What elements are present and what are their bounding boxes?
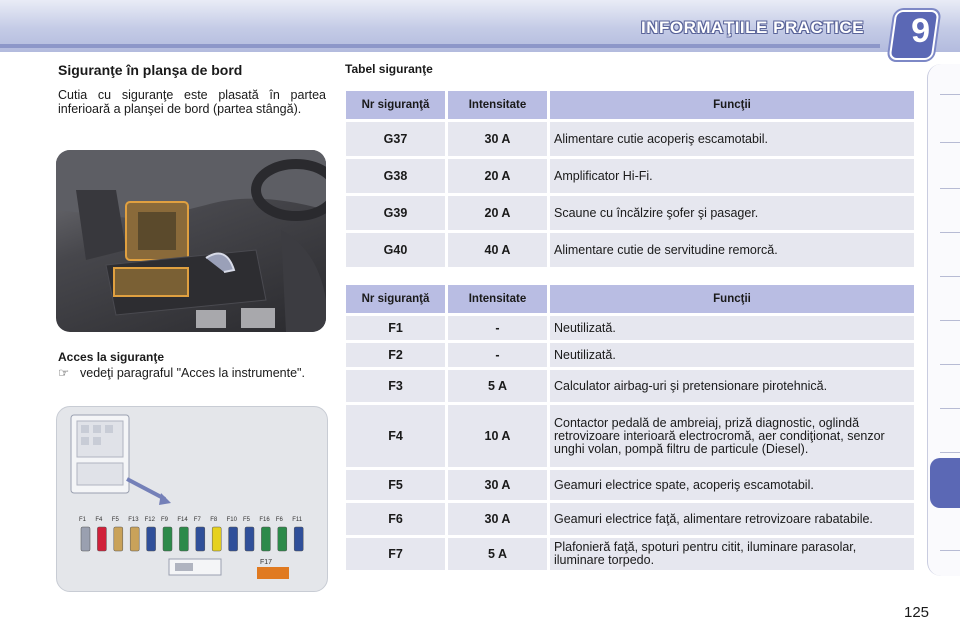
section-title: Siguranţe în planşa de bord <box>58 62 243 78</box>
fuse-function: Neutilizată. <box>550 343 914 367</box>
active-chapter-tab[interactable] <box>930 458 960 508</box>
table-row <box>346 196 914 230</box>
table-row <box>346 159 914 193</box>
fuse-label: F7 <box>193 517 201 523</box>
fuse-nr: G40 <box>346 233 445 267</box>
fuse-function: Scaune cu încălzire şofer şi pasager. <box>550 196 914 230</box>
access-instruction <box>58 366 326 380</box>
page-number: 125 <box>904 604 930 621</box>
header-function: Funcţii <box>550 91 914 119</box>
table-caption: Tabel siguranţe <box>345 62 433 76</box>
fuse-slot <box>212 527 221 551</box>
header-intensity: Intensitate <box>448 285 547 313</box>
fuse-nr: G37 <box>346 122 445 156</box>
fuse-label: F6 <box>275 517 283 523</box>
tab-divider <box>940 320 960 321</box>
fuse-nr: G38 <box>346 159 445 193</box>
fuse-label: F9 <box>161 517 169 523</box>
fuse-function: Alimentare cutie acoperiş escamotabil. <box>550 122 914 156</box>
spare-fuse <box>257 567 289 579</box>
fuse-intensity: 30 A <box>448 122 547 156</box>
table-row <box>346 343 914 367</box>
fuse-slot <box>294 527 303 551</box>
fuse-slot <box>229 527 238 551</box>
tab-divider <box>940 550 960 551</box>
fuse-slot <box>245 527 254 551</box>
table-row <box>346 233 914 267</box>
tab-divider <box>940 276 960 277</box>
header-stripe <box>0 44 880 48</box>
fuse-nr: G39 <box>346 196 445 230</box>
tab-divider <box>940 408 960 409</box>
fuse-nr: F7 <box>346 538 445 570</box>
access-title: Acces la siguranţe <box>58 350 165 364</box>
fuse-label: F4 <box>95 517 103 523</box>
table-row <box>346 316 914 340</box>
table-row <box>346 405 914 467</box>
fuse-slot <box>196 527 205 551</box>
fuse-label: F13 <box>128 517 139 523</box>
header-intensity: Intensitate <box>448 91 547 119</box>
fuse-box-diagram <box>56 406 328 592</box>
fuse-label: F14 <box>177 517 188 523</box>
table-header-row <box>346 285 914 313</box>
tab-divider <box>940 188 960 189</box>
fuse-function: Calculator airbag-uri şi pretensionare pirotehnică. <box>550 370 914 402</box>
header-nr: Nr siguranţă <box>346 285 445 313</box>
fuse-function: Amplificator Hi-Fi. <box>550 159 914 193</box>
access-text: vedeţi paragraful "Acces la instrumente". <box>80 366 305 380</box>
chapter-number: 9 <box>911 12 930 50</box>
table-row <box>346 503 914 535</box>
fuse-row <box>79 517 303 551</box>
fuse-slot <box>179 527 188 551</box>
fuse-intensity: 30 A <box>448 470 547 500</box>
fuse-label: F16 <box>259 517 270 523</box>
header-nr: Nr siguranţă <box>346 91 445 119</box>
fuse-function: Geamuri electrice spate, acoperiş escamotabil. <box>550 470 914 500</box>
fuse-box-illustration <box>57 407 327 591</box>
fuse-intensity: 30 A <box>448 503 547 535</box>
fuse-label: F8 <box>210 517 218 523</box>
fuse-intensity: 20 A <box>448 196 547 230</box>
fuse-label: F11 <box>292 517 303 523</box>
fuse-function: Plafonieră faţă, spoturi pentru citit, iluminare parasolar, iluminare torpedo. <box>550 538 914 570</box>
pointing-hand-icon: ☞ <box>58 366 70 380</box>
tab-divider <box>940 232 960 233</box>
fuse-nr: F5 <box>346 470 445 500</box>
dashboard-photo <box>56 150 326 332</box>
fuse-function: Geamuri electrice faţă, alimentare retrovizoare rabatabile. <box>550 503 914 535</box>
fuse-intensity: - <box>448 343 547 367</box>
fuse-intensity: - <box>448 316 547 340</box>
fuse-label: F5 <box>243 517 251 523</box>
fuse-intensity: 20 A <box>448 159 547 193</box>
table-row <box>346 538 914 570</box>
fuse-label: F10 <box>226 517 237 523</box>
table-row <box>346 470 914 500</box>
fuse-nr: F4 <box>346 405 445 467</box>
fuse-table-f <box>343 282 917 573</box>
fuse-label: F1 <box>79 517 87 523</box>
fuse-nr: F3 <box>346 370 445 402</box>
fuse-function: Alimentare cutie de servitudine remorcă. <box>550 233 914 267</box>
chapter-title: INFORMAŢIILE PRACTICE <box>641 18 864 37</box>
spare-fuse-label: F17 <box>260 559 273 566</box>
table-row <box>346 370 914 402</box>
fuse-label: F12 <box>144 517 155 523</box>
fuse-slot <box>130 527 139 551</box>
fuse-intensity: 10 A <box>448 405 547 467</box>
header-function: Funcţii <box>550 285 914 313</box>
fuse-function: Contactor pedală de ambreiaj, priză diagnostic, oglindă retrovizoare interioară electrocromă, aer condiţionat, senzor unghi volan, pompă filtru de particule (Diesel). <box>550 405 914 467</box>
fuse-slot <box>163 527 172 551</box>
dashboard-illustration <box>56 150 326 332</box>
fuse-slot <box>97 527 106 551</box>
fuse-intensity: 5 A <box>448 538 547 570</box>
fuse-intensity: 40 A <box>448 233 547 267</box>
table-header-row <box>346 91 914 119</box>
table-row <box>346 122 914 156</box>
intro-paragraph: Cutia cu siguranţe este plasată în partea inferioară a planşei de bord (partea stângă). <box>58 88 326 116</box>
tab-divider <box>940 452 960 453</box>
tab-divider <box>940 94 960 95</box>
fuse-slot <box>278 527 287 551</box>
fuse-slot <box>261 527 270 551</box>
fuse-label: F5 <box>111 517 119 523</box>
fuse-nr: F2 <box>346 343 445 367</box>
fuse-slot <box>81 527 90 551</box>
fuse-intensity: 5 A <box>448 370 547 402</box>
fuse-function: Neutilizată. <box>550 316 914 340</box>
fuse-slot <box>147 527 156 551</box>
tab-divider <box>940 364 960 365</box>
fuse-nr: F1 <box>346 316 445 340</box>
tab-divider <box>940 142 960 143</box>
fuse-slot <box>114 527 123 551</box>
fuse-nr: F6 <box>346 503 445 535</box>
fuse-table-g <box>343 88 917 270</box>
